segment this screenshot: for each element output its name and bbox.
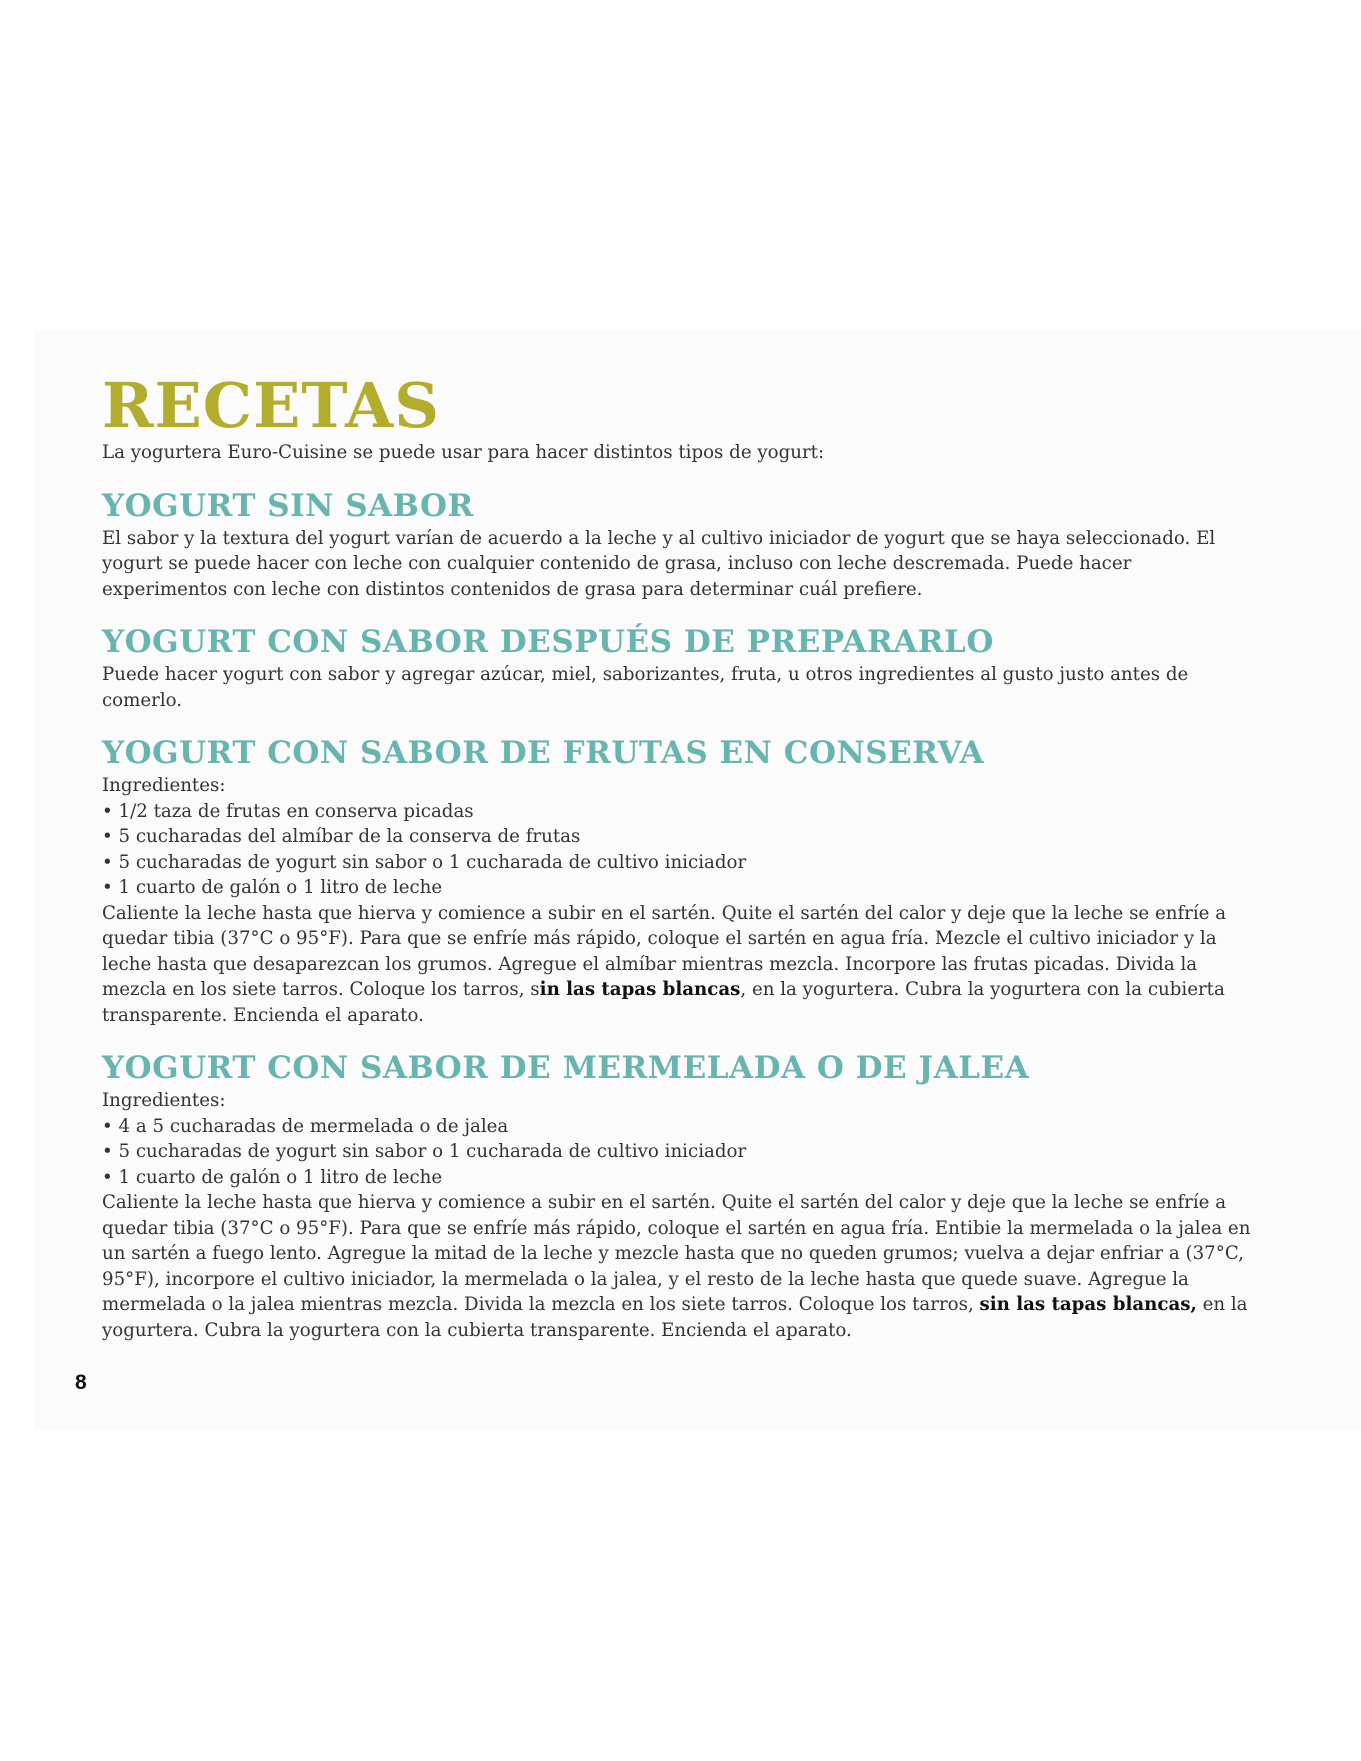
ingredient-item: • 5 cucharadas de yogurt sin sabor o 1 cucharada de cultivo iniciador	[102, 1139, 1262, 1165]
section-heading: YOGURT CON SABOR DESPUÉS DE PREPARARLO	[102, 624, 994, 660]
instructions-text: , en la yogurtera. Cubra la yogurtera con la cubierta transparente. Encienda el aparato.	[102, 979, 1225, 1026]
section-body: Puede hacer yogurt con sabor y agregar azúcar, miel, saborizantes, fruta, u otros ingredientes al gusto justo antes de comerlo.	[102, 664, 1189, 711]
section-canned-fruit	[102, 733, 1262, 1028]
page-number: 8	[75, 1371, 87, 1394]
section-instructions	[102, 901, 1262, 1029]
intro-text: La yogurtera Euro-Cuisine se puede usar para hacer distintos tipos de yogurt:	[102, 442, 825, 463]
ingredients-label: Ingredientes:	[102, 775, 226, 796]
ingredient-item: • 1 cuarto de galón o 1 litro de leche	[102, 1165, 1262, 1191]
section-body: El sabor y la textura del yogurt varían de acuerdo a la leche y al cultivo iniciador de yogurt que se haya seleccionado. El yogurt se puede hacer con leche con cualquier contenido de grasa, incluso con leche descremada. Puede hacer experimentos con leche con distintos contenidos de grasa para determinar cuál prefiere.	[102, 527, 1216, 600]
section-heading: YOGURT CON SABOR DE MERMELADA O DE JALEA	[102, 1050, 1030, 1086]
section-heading: YOGURT SIN SABOR	[102, 487, 474, 524]
section-flavored-after	[102, 622, 1262, 713]
instructions-emphasis: sin las tapas blancas,	[979, 1294, 1197, 1315]
instructions-text: en la yogurtera. Cubra la yogurtera con la cubierta transparente. Encienda el aparato.	[102, 1294, 1248, 1341]
recipes-content	[102, 369, 1262, 1343]
ingredient-item: • 1 cuarto de galón o 1 litro de leche	[102, 875, 1262, 901]
ingredient-item: • 1/2 taza de frutas en conserva picadas	[102, 799, 1262, 825]
ingredient-item: • 5 cucharadas del almíbar de la conserva de frutas	[102, 824, 1262, 850]
ingredients-label: Ingredientes:	[102, 1090, 226, 1111]
instructions-text: Caliente la leche hasta que hierva y comience a subir en el sartén. Quite el sartén del calor y deje que la leche se enfríe a quedar tibia (37°C o 95°F). Para que se enfríe más rápido, coloque el sartén en agua fría. Mezcle el cultivo iniciador y la leche hasta que desaparezcan los grumos. Agregue el almíbar mientras mezcla. Incorpore las frutas picadas. Divida la mezcla en los siete tarros. Coloque los tarros, s	[102, 902, 1227, 1000]
section-heading: YOGURT CON SABOR DE FRUTAS EN CONSERVA	[102, 735, 985, 771]
section-plain-yogurt	[102, 486, 1262, 603]
ingredients-list	[102, 1114, 1262, 1191]
page-title: RECETAS	[102, 369, 441, 442]
ingredient-item: • 5 cucharadas de yogurt sin sabor o 1 cucharada de cultivo iniciador	[102, 850, 1262, 876]
section-instructions	[102, 1190, 1262, 1343]
instructions-emphasis: in las tapas blancas	[539, 979, 741, 1000]
ingredients-list	[102, 799, 1262, 901]
section-jam-jelly	[102, 1048, 1262, 1343]
ingredient-item: • 4 a 5 cucharadas de mermelada o de jalea	[102, 1114, 1262, 1140]
instructions-text: Caliente la leche hasta que hierva y comience a subir en el sartén. Quite el sartén del calor y deje que la leche se enfríe a quedar tibia (37°C o 95°F). Para que se enfríe más rápido, coloque el sartén en agua fría. Entibie la mermelada o la jalea en un sartén a fuego lento. Agregue la mitad de la leche y mezcle hasta que no queden grumos; vuelva a dejar enfriar a (37°C, 95°F), incorpore el cultivo iniciador, la mermelada o la jalea, y el resto de la leche hasta que quede suave. Agregue la mermelada o la jalea mientras mezcla. Divida la mezcla en los siete tarros. Coloque los tarros,	[102, 1192, 1251, 1315]
